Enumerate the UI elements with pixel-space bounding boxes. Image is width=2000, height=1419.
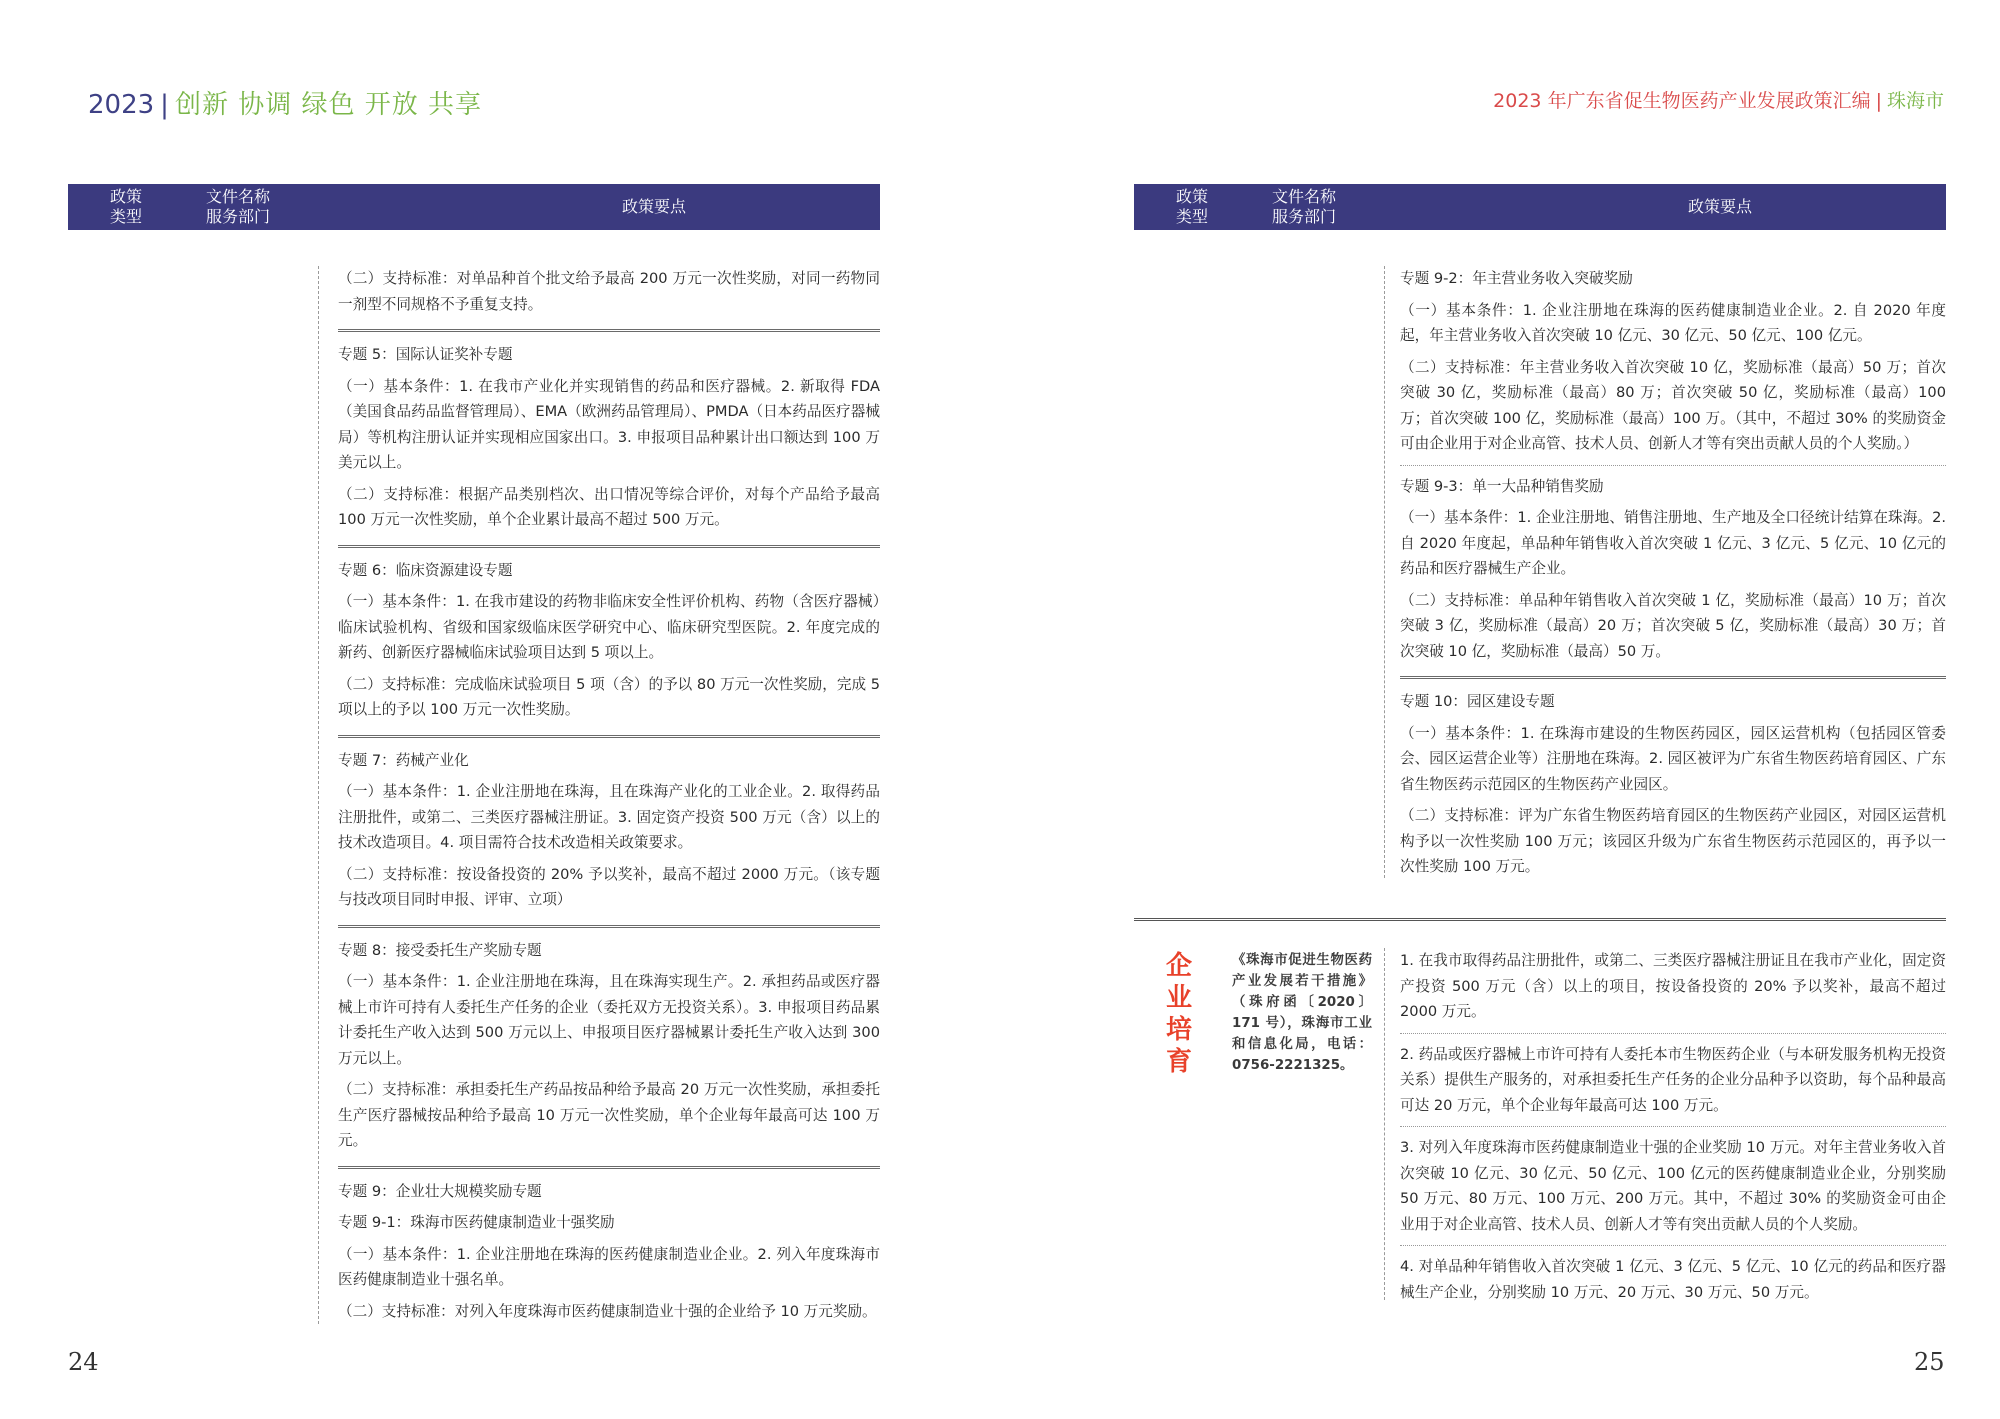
policy-paragraph: 专题 8：接受委托生产奖励专题: [338, 941, 542, 959]
policy-paragraph: （一）基本条件：1. 企业注册地在珠海，且在珠海实现生产。2. 承担药品或医疗器械上市许可持有人委托生产任务的企业（委托双方无投资关系）。3. 申报项目药品累计委托生产收入达到 500 万元以上、申报项目医疗器械累计委托生产收入达到 300 万元以上。: [338, 973, 880, 1067]
policy-paragraph: 专题 9-3：单一大品种销售奖励: [1400, 477, 1604, 495]
item-separator: [338, 545, 880, 548]
item-separator: [1400, 1126, 1946, 1127]
policy-paragraph: （一）基本条件：1. 在我市产业化并实现销售的药品和医疗器械。2. 新取得 FDA（美国食品药品监督管理局）、EMA（欧洲药品管理局）、PMDA（日本药品医疗器械局）等机构注册认证并实现相应国家出口。3. 申报项目品种累计出口额达到 100 万美元以上。: [338, 377, 880, 471]
page-number-right: 25: [1914, 1348, 1945, 1376]
item-separator: [1400, 465, 1946, 466]
col-policy-type-line2: 类型: [109, 207, 142, 226]
policy-paragraph: 专题 5：国际认证奖补专题: [338, 346, 513, 363]
item-separator: [1400, 1033, 1946, 1034]
policy-paragraph: 2. 药品或医疗器械上市许可持有人委托本市生物医药企业（与本研发服务机构无投资关系）提供生产服务的，对承担委托生产任务的企业分品种予以资助，每个品种最高可达 20 万元，单个企业每年最高可达 100 万元。: [1400, 1045, 1946, 1114]
column-divider: [1384, 266, 1385, 878]
col-policy-points: 政策要点: [1687, 197, 1752, 216]
col-policy-type-line1: 政策: [1175, 187, 1208, 206]
policy-paragraph: （二）支持标准：按设备投资的 20% 予以奖补，最高不超过 2000 万元。（该专题与技改项目同时申报、评审、立项）: [338, 865, 880, 908]
item-separator: [338, 329, 880, 332]
policy-paragraph: 3. 对列入年度珠海市医药健康制造业十强的企业奖励 10 万元。对年主营业务收入首次突破 10 亿元、30 亿元、50 亿元、100 亿元的医药健康制造业企业，分别奖励 50 万元、80 万元、100 万元、200 万元。其中，不超过 30% 的奖励资金可由企业用于对企业高管、技术人员、创新人才等有突出贡献人员的个人奖励。: [1400, 1139, 1946, 1233]
col-file-name-line2: 服务部门: [1272, 207, 1337, 226]
policy-points-left: [338, 266, 880, 1324]
header-divider: |: [160, 90, 169, 120]
policy-paragraph: （二）支持标准：评为广东省生物医药培育园区的生物医药产业园区，对园区运营机构予以一次性奖励 100 万元；该园区升级为广东省生物医药示范园区的，再予以一次性奖励 100 万元。: [1400, 807, 1946, 875]
running-header-left: [88, 84, 482, 121]
policy-paragraph: （二）支持标准：对列入年度珠海市医药健康制造业十强的企业给予 10 万元奖励。: [338, 1302, 877, 1320]
policy-paragraph: （一）基本条件：1. 企业注册地在珠海的医药健康制造业企业。2. 列入年度珠海市医药健康制造业十强名单。: [338, 1245, 880, 1288]
policy-paragraph: （二）支持标准：年主营业务收入首次突破 10 亿，奖励标准（最高）50 万；首次突破 30 亿，奖励标准（最高）80 万；首次突破 50 亿，奖励标准（最高）100 万；首次突破 100 亿，奖励标准（最高）100 万。（其中，不超过 30% 的奖励资金可由企业用于对企业高管、技术人员、创新人才等有突出贡献人员的个人奖励。）: [1400, 358, 1946, 452]
item-separator: [338, 925, 880, 928]
header-divider: |: [1875, 90, 1882, 112]
page-number-left: 24: [68, 1348, 99, 1376]
col-policy-type: [1162, 187, 1222, 227]
policy-category: 企业培育: [1165, 951, 1192, 1077]
policy-paragraph: 专题 9-2：年主营业务收入突破奖励: [1400, 270, 1633, 287]
column-divider: [1384, 948, 1385, 1300]
running-header-right: [1493, 86, 1944, 113]
policy-paragraph: （一）基本条件：1. 企业注册地在珠海，且在珠海产业化的工业企业。2. 取得药品注册批件，或第二、三类医疗器械注册证。3. 固定资产投资 500 万元（含）以上的技术改造项目。4. 项目需符合技术改造相关政策要求。: [338, 783, 880, 851]
item-separator: [1400, 1245, 1946, 1246]
header-slogan: 创新 协调 绿色 开放 共享: [174, 90, 482, 120]
policy-paragraph: 专题 6：临床资源建设专题: [338, 561, 513, 579]
item-separator: [338, 735, 880, 738]
col-policy-type-line2: 类型: [1175, 207, 1208, 226]
policy-paragraph: 1. 在我市取得药品注册批件，或第二、三类医疗器械注册证且在我市产业化，固定资产投资 500 万元（含）以上的项目，按设备投资的 20% 予以奖补，最高不超过 2000 万元。: [1400, 952, 1946, 1020]
policy-paragraph: （二）支持标准：根据产品类别档次、出口情况等综合评价，对每个产品给予最高 100 万元一次性奖励，单个企业累计最高不超过 500 万元。: [338, 485, 880, 528]
policy-paragraph: （二）支持标准：承担委托生产药品按品种给予最高 20 万元一次性奖励，承担委托生产医疗器械按品种给予最高 10 万元一次性奖励，单个企业每年最高可达 100 万元。: [338, 1081, 880, 1149]
item-separator: [338, 1166, 880, 1169]
col-file-name-line1: 文件名称: [206, 187, 271, 206]
policy-points-right: [1400, 266, 1946, 880]
section-divider: [1134, 918, 1946, 921]
col-policy-points: 政策要点: [621, 197, 686, 216]
header-doc-title: 2023 年广东省促生物医药产业发展政策汇编: [1493, 90, 1871, 112]
item-separator: [1400, 676, 1946, 679]
policy-paragraph: （二）支持标准：完成临床试验项目 5 项（含）的予以 80 万元一次性奖励，完成 5 项以上的予以 100 万元一次性奖励。: [338, 675, 880, 718]
file-name-department: 《珠海市促进生物医药产业发展若干措施》（珠府函〔2020〕171 号），珠海市工业和信息化局，电话：0756-2221325。: [1232, 953, 1372, 1073]
policy-paragraph: 4. 对单品种年销售收入首次突破 1 亿元、3 亿元、5 亿元、10 亿元的药品和医疗器械生产企业，分别奖励 10 万元、20 万元、30 万元、50 万元。: [1400, 1258, 1946, 1301]
header-year: 2023: [88, 90, 155, 120]
policy-paragraph: 专题 9-1：珠海市医药健康制造业十强奖励: [338, 1214, 615, 1231]
policy-paragraph: （二）支持标准：单品种年销售收入首次突破 1 亿，奖励标准（最高）10 万；首次突破 3 亿，奖励标准（最高）20 万；首次突破 5 亿，奖励标准（最高）30 万；首次突破 10 亿，奖励标准（最高）50 万。: [1400, 591, 1946, 660]
policy-paragraph: 专题 7：药械产业化: [338, 751, 469, 769]
header-city: 珠海市: [1886, 90, 1944, 112]
col-file-name-line1: 文件名称: [1272, 187, 1337, 206]
policy-paragraph: （一）基本条件：1. 企业注册地、销售注册地、生产地及全口径统计结算在珠海。2. 自 2020 年度起，单品种年销售收入首次突破 1 亿元、3 亿元、5 亿元、10 亿元的药品和医疗器械生产企业。: [1400, 509, 1946, 577]
col-file-name: [206, 187, 326, 227]
policy-paragraph: （一）基本条件：1. 在我市建设的药物非临床安全性评价机构、药物（含医疗器械）临床试验机构、省级和国家级临床医学研究中心、临床研究型医院。2. 年度完成的新药、创新医疗器械临床试验项目达到 5 项以上。: [338, 593, 880, 661]
col-file-name-line2: 服务部门: [206, 207, 271, 226]
policy-paragraph: （一）基本条件：1. 企业注册地在珠海的医药健康制造业企业。2. 自 2020 年度起，年主营业务收入首次突破 10 亿元、30 亿元、50 亿元、100 亿元。: [1400, 301, 1946, 344]
table-header-right: [1134, 184, 1946, 230]
table-header-left: [68, 184, 880, 230]
policy-paragraph: 专题 10：园区建设专题: [1400, 693, 1555, 710]
col-file-name: [1272, 187, 1392, 227]
policy-paragraph: （二）支持标准：对单品种首个批文给予最高 200 万元一次性奖励，对同一药物同一剂型不同规格不予重复支持。: [338, 270, 880, 313]
col-policy-type: [96, 187, 156, 227]
policy-paragraph: （一）基本条件：1. 在珠海市建设的生物医药园区，园区运营机构（包括园区管委会、园区运营企业等）注册地在珠海。2. 园区被评为广东省生物医药培育园区、广东省生物医药示范园区的生物医药产业园区。: [1400, 724, 1946, 793]
col-policy-type-line1: 政策: [109, 187, 142, 206]
column-divider: [318, 266, 319, 1324]
policy-points-enterprise: [1400, 948, 1946, 1305]
policy-paragraph: 专题 9：企业壮大规模奖励专题: [338, 1182, 542, 1200]
